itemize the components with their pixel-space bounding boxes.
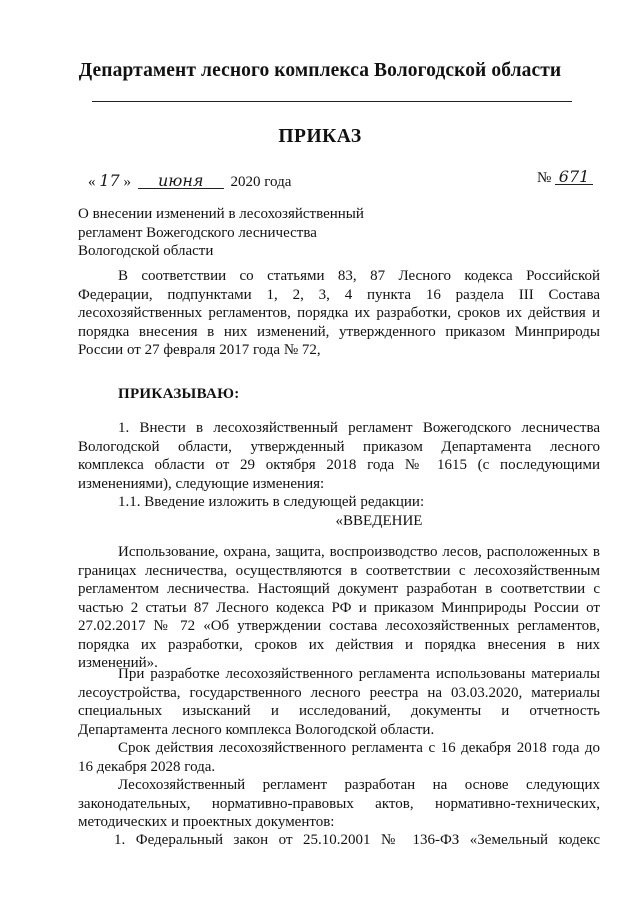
item-1-1: 1.1. Введение изложить в следующей редакции: <box>118 494 425 510</box>
paragraph-line: регламентом лесничества. Настоящий документ разработан в соответствии с <box>78 581 600 597</box>
paragraph-line: Департамента лесного комплекса Вологодской области. <box>78 721 435 738</box>
order-word: ПРИКАЗЫВАЮ: <box>118 386 240 402</box>
preamble <box>78 267 600 360</box>
handwritten-day: 17 <box>99 171 120 190</box>
order-number <box>537 169 593 187</box>
introduction-title: «ВВЕДЕНИЕ <box>335 512 423 529</box>
paragraph-line: При разработке лесохозяйственного регламента использованы материалы <box>118 666 600 682</box>
paragraph-line: Лесохозяйственный регламент разработан на основе следующих <box>118 777 600 793</box>
paragraph-line: специальных изысканий и исследований, документы и отчетность <box>78 703 600 719</box>
subject-line: регламент Вожегодского лесничества <box>78 224 317 241</box>
list-item: 1. Федеральный закон от 25.10.2001 № 136-ФЗ «Земельный кодекс <box>114 832 600 848</box>
paragraph-1 <box>78 543 600 673</box>
paragraph-line: законодательных, нормативно-правовых актов, нормативно-технических, <box>78 795 600 812</box>
preamble-line: Федерации, подпунктами 1, 2, 3, 4 пункта 16 раздела III Состава <box>78 286 600 303</box>
order-date: « 17 » июня 2020 года <box>88 171 292 190</box>
item-line: комплекса области от 29 октября 2018 года № 1615 (с последующими <box>78 457 600 473</box>
department-title: Департамент лесного комплекса Вологодской области <box>78 60 562 81</box>
paragraph-3 <box>78 739 600 776</box>
paragraph-4 <box>78 776 600 832</box>
item-line: Вологодской области, утвержденный приказом Департамента лесного <box>78 438 600 455</box>
subject-line: О внесении изменений в лесохозяйственный <box>78 206 364 222</box>
handwritten-month: июня <box>138 173 224 189</box>
number-label: № <box>537 170 552 186</box>
paragraph-line: порядка их разработки, сроков их действия и порядка внесения в них <box>78 636 600 653</box>
preamble-line: лесохозяйственных регламентов, порядка их разработки, сроков их действия и <box>78 305 600 321</box>
header-divider <box>92 101 572 102</box>
paragraph-line: 27.02.2017 № 72 «Об утверждении состава лесохозяйственных регламентов, <box>78 618 600 634</box>
paragraph-line: методических и проектных документов: <box>78 814 335 830</box>
paragraph-line: границах лесничества, осуществляются в соответствии с лесохозяйственным <box>78 562 600 579</box>
handwritten-number: 671 <box>555 169 593 185</box>
paragraph-line: Использование, охрана, защита, воспроизводство лесов, расположенных в <box>118 544 600 560</box>
item-line: изменениями), следующие изменения: <box>78 475 325 492</box>
document-type-title: ПРИКАЗ <box>278 126 362 147</box>
preamble-line: порядка внесения в них изменений, утвержденного приказом Минприроды <box>78 323 600 340</box>
paragraph-line: изменений». <box>78 655 158 671</box>
preamble-line: России от 27 февраля 2017 года № 72, <box>78 342 321 358</box>
order-year: 2020 года <box>230 174 292 190</box>
paragraph-line: лесоустройства, государственного лесного реестра на 03.03.2020, материалы <box>78 684 600 701</box>
paragraph-2 <box>78 665 600 739</box>
preamble-line: В соответствии со статьями 83, 87 Лесного кодекса Российской <box>118 268 600 284</box>
paragraph-line: Срок действия лесохозяйственного регламента с 16 декабря 2018 года до <box>118 740 600 756</box>
paragraph-line: 16 декабря 2028 года. <box>78 758 216 775</box>
order-subject <box>78 205 364 261</box>
subject-line: Вологодской области <box>78 243 214 259</box>
item-1 <box>78 419 600 530</box>
legal-basis-list <box>78 831 600 850</box>
paragraph-line: частью 2 статьи 87 Лесного кодекса РФ и приказом Минприроды России от <box>78 599 600 616</box>
item-line: 1. Внести в лесохозяйственный регламент Вожегодского лесничества <box>118 420 600 436</box>
